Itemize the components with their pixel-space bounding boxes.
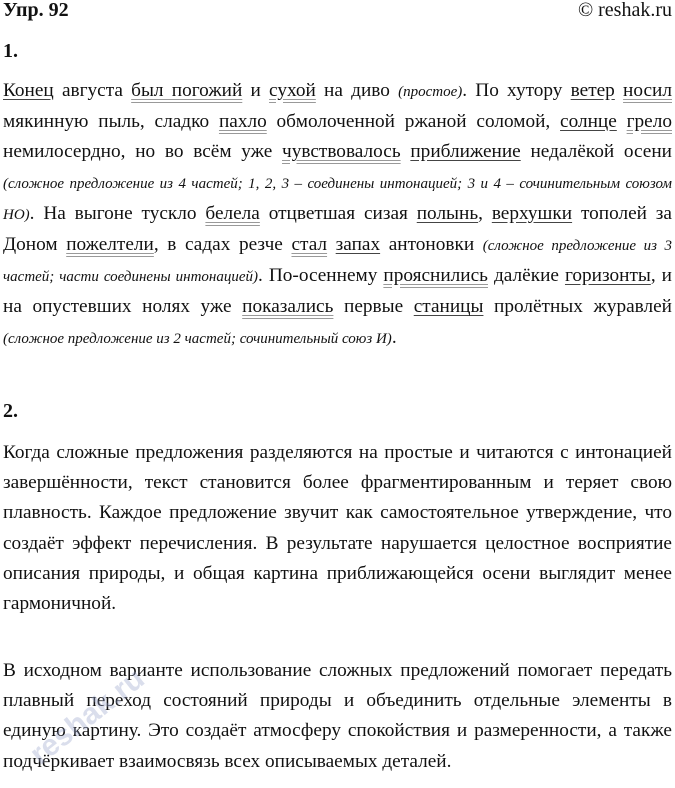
subject-word: полынь <box>416 202 479 224</box>
predicate-word: сухой <box>269 80 316 101</box>
annotation: (сложное предложение из 4 частей; 1, 2, 3 – соединены интонацией; 3 и 4 – сочинительным союзом НО) <box>3 175 672 223</box>
text-segment: . На выгоне тускло <box>29 202 206 224</box>
section-2-paragraph-2: В исходном варианте использование сложных предложений помогает передать плавный переход состояний природы и объединить отдельные элементы в единую картину. Это создаёт атмосферу спокойствия и размеренности, а также подчёркивает взаимосвязь всех описываемых деталей. <box>3 660 672 772</box>
predicate-word: белела <box>205 202 260 224</box>
text-segment: , в садах резче <box>153 234 292 256</box>
section-1-text <box>3 76 672 354</box>
text-segment: мякинную пыль, сладко <box>3 111 219 133</box>
text-segment: отцветшая сизая <box>259 202 417 224</box>
annotation: (простое) <box>398 84 463 100</box>
section-2-paragraph-1: Когда сложные предложения разделяются на простые и читаются с интонацией завершённости, текст становится более фрагментированным и теряет свою плавность. Каждое предложение звучит как самостоятельное утверждение, что создаёт эффект перечисления. В результате нарушается целостное восприятие описания природы, и общая картина приближающейся осени выглядит менее гармоничной. <box>3 442 672 615</box>
text-segment: , и на опустевших нолях уже <box>3 265 672 318</box>
text-segment: и <box>242 80 270 101</box>
text-segment: на диво <box>315 80 399 101</box>
predicate-word: пожелтели <box>66 234 154 256</box>
text-segment: . <box>391 326 397 348</box>
text-segment: далёкие <box>487 265 565 287</box>
predicate-word: грело <box>626 111 672 133</box>
text-segment: . По хутору <box>462 80 571 101</box>
predicate-word: чувствовалось <box>282 141 401 163</box>
subject-word: верхушки <box>491 202 573 224</box>
text-segment: , <box>478 202 492 224</box>
copyright: © reshak.ru <box>577 0 672 21</box>
subject-word: запах <box>335 234 381 256</box>
text-segment <box>327 234 336 255</box>
text-segment: обмолоченной ржаной соломой, <box>266 111 561 133</box>
text-segment <box>615 80 623 101</box>
subject-word: горизонты <box>564 265 651 287</box>
text-segment: первые <box>333 296 414 318</box>
text-segment: . По-осеннему <box>258 265 384 287</box>
text-segment: августа <box>53 80 132 101</box>
text-segment: пролётных журавлей <box>483 296 673 318</box>
subject-word: Конец <box>3 80 54 101</box>
section-1-number: 1. <box>3 40 18 62</box>
predicate-word: прояснились <box>383 265 488 287</box>
text-segment: тополей за Доном <box>3 202 672 256</box>
text-segment <box>617 111 627 132</box>
page-header <box>3 0 672 26</box>
watermark: reshak.ru <box>23 662 151 772</box>
subject-word: приближение <box>410 141 521 163</box>
predicate-word: пахло <box>218 111 267 133</box>
text-segment: недалёкой осени <box>520 141 672 163</box>
predicate-word: носил <box>623 80 672 101</box>
annotation: (сложное предложение из 2 частей; сочинительный союз И) <box>3 330 392 347</box>
annotation: (сложное предложение из 3 частей; части соединены интонацией) <box>3 238 672 286</box>
subject-word: станицы <box>413 296 484 318</box>
text-segment: антоновки <box>380 234 483 256</box>
section-2-number: 2. <box>3 400 18 422</box>
exercise-title: Упр. 92 <box>3 0 69 21</box>
subject-word: солнце <box>560 111 617 133</box>
subject-word: ветер <box>570 80 615 101</box>
predicate-word: показались <box>242 296 334 318</box>
text-segment <box>401 141 411 162</box>
predicate-word: был погожий <box>131 80 243 101</box>
predicate-word: стал <box>291 234 328 256</box>
text-segment: немилосердно, но во всём уже <box>3 141 283 163</box>
